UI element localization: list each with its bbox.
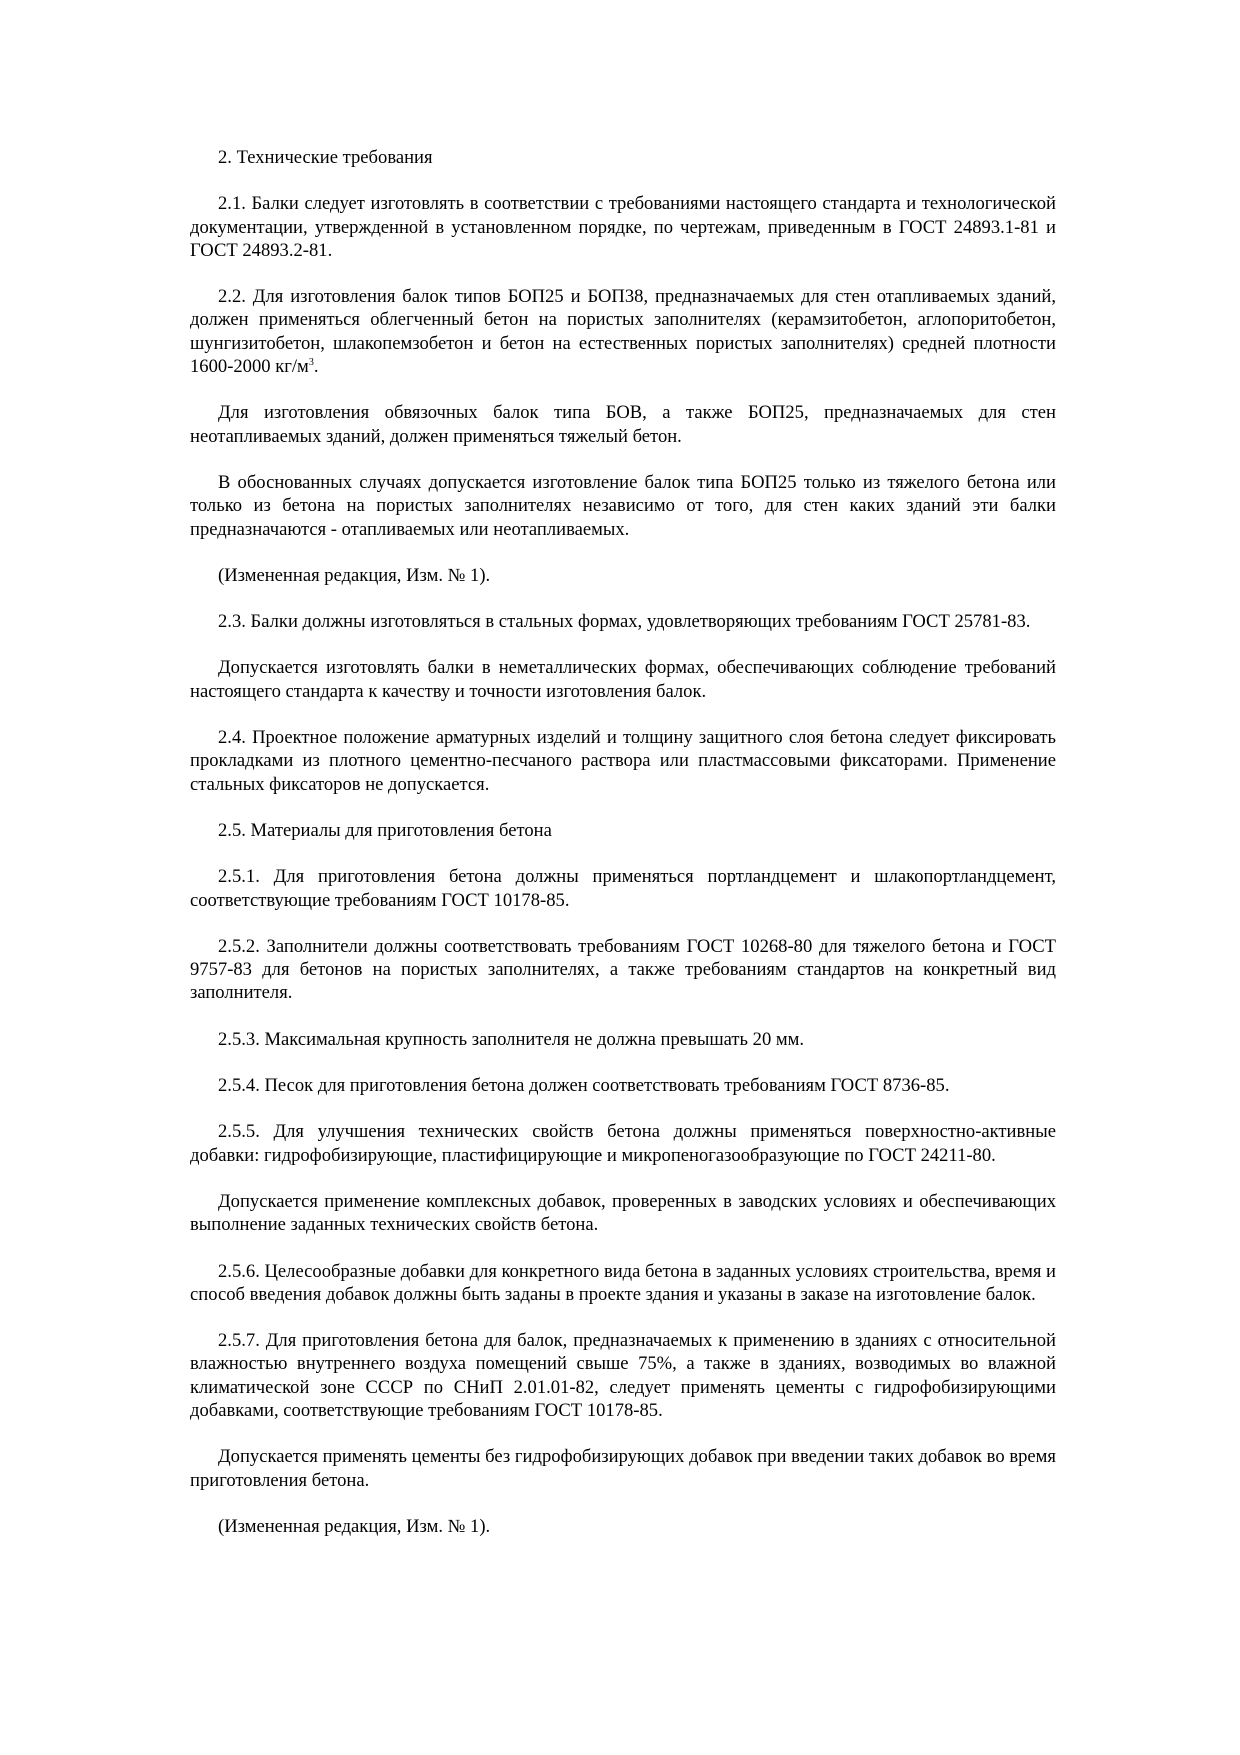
clause-2-5-4: 2.5.4. Песок для приготовления бетона должен соответствовать требованиям ГОСТ 8736-85. bbox=[218, 1075, 950, 1097]
clause-2-2-paragraph-3: В обоснованных случаях допускается изготовление балок типа БОП25 только из тяжелого бетона или только из бетона на пористых заполнителях независимо от того, для стен каких зданий эти балки предназначаются - отапливаемых или неотапливаемых. bbox=[190, 471, 1056, 540]
superscript-3: 3 bbox=[308, 356, 314, 368]
clause-2-4: 2.4. Проектное положение арматурных изделий и толщину защитного слоя бетона следует фиксировать прокладками из плотного цементно-песчаного раствора или пластмассовыми фиксаторами. Применение стальных фиксаторов не допускается. bbox=[190, 727, 1056, 795]
clause-2-2-end: . bbox=[313, 356, 319, 378]
clause-2-2 bbox=[190, 285, 1056, 378]
amendment-note-2: (Измененная редакция, Изм. № 1). bbox=[218, 1515, 491, 1537]
clause-2-5-7: 2.5.7. Для приготовления бетона для балок, предназначаемых к применению в зданиях с относительной влажностью внутреннего воздуха помещений свыше 75%, а также в зданиях, возводимых во влажной климатической зоне СССР по СНиП 2.01.01-82, следует применять цементы с гидрофобизирующими добавками, соответствующие требованиям ГОСТ 10178-85. bbox=[190, 1330, 1056, 1421]
clause-2-3: 2.3. Балки должны изготовляться в стальных формах, удовлетворяющих требованиям ГОСТ 25781-83. bbox=[218, 611, 1031, 633]
clause-2-2-paragraph-2: Для изготовления обвязочных балок типа БОВ, а также БОП25, предназначаемых для стен неотапливаемых зданий, должен применяться тяжелый бетон. bbox=[190, 402, 1056, 447]
clause-2-2-text: 2.2. Для изготовления балок типов БОП25 и БОП38, предназначаемых для стен отапливаемых зданий, должен применяться облегченный бетон на пористых заполнителях (керамзитобетон, аглопоритобетон, шунгизитобетон, шлакопемзобетон и бетон на естественных пористых заполнителях) средней плотности 1600-2000 кг/м bbox=[190, 286, 1056, 378]
document-page bbox=[190, 146, 1056, 1561]
clause-2-5-3: 2.5.3. Максимальная крупность заполнителя не должна превышать 20 мм. bbox=[218, 1028, 805, 1050]
clause-2-5-7-paragraph-2: Допускается применять цементы без гидрофобизирующих добавок при введении таких добавок во время приготовления бетона. bbox=[190, 1446, 1056, 1491]
clause-2-5-heading: 2.5. Материалы для приготовления бетона bbox=[218, 819, 552, 841]
clause-2-3-paragraph-2: Допускается изготовлять балки в неметаллических формах, обеспечивающих соблюдение требований настоящего стандарта к качеству и точности изготовления балок. bbox=[190, 657, 1056, 702]
clause-2-1: 2.1. Балки следует изготовлять в соответствии с требованиями настоящего стандарта и технологической документации, утвержденной в установленном порядке, по чертежам, приведенным в ГОСТ 24893.1-81 и ГОСТ 24893.2-81. bbox=[190, 193, 1056, 261]
clause-2-5-5-paragraph-2: Допускается применение комплексных добавок, проверенных в заводских условиях и обеспечивающих выполнение заданных технических свойств бетона. bbox=[190, 1190, 1056, 1236]
section-heading: 2. Технические требования bbox=[218, 147, 433, 168]
amendment-note: (Измененная редакция, Изм. № 1). bbox=[218, 564, 491, 586]
clause-2-5-2: 2.5.2. Заполнители должны соответствовать требованиям ГОСТ 10268-80 для тяжелого бетона и ГОСТ 9757-83 для бетонов на пористых заполнителях, а также требованиям стандартов на конкретный вид заполнителя. bbox=[190, 935, 1056, 1004]
clause-2-5-6: 2.5.6. Целесообразные добавки для конкретного вида бетона в заданных условиях строительства, время и способ введения добавок должны быть заданы в проекте здания и указаны в заказе на изготовление балок. bbox=[190, 1260, 1056, 1305]
clause-2-5-1: 2.5.1. Для приготовления бетона должны применяться портландцемент и шлакопортландцемент, соответствующие требованиям ГОСТ 10178-85. bbox=[190, 866, 1056, 911]
clause-2-5-5: 2.5.5. Для улучшения технических свойств бетона должны применяться поверхностно-активные добавки: гидрофобизирующие, пластифицирующие и микропеногазообразующие по ГОСТ 24211-80. bbox=[190, 1121, 1056, 1166]
